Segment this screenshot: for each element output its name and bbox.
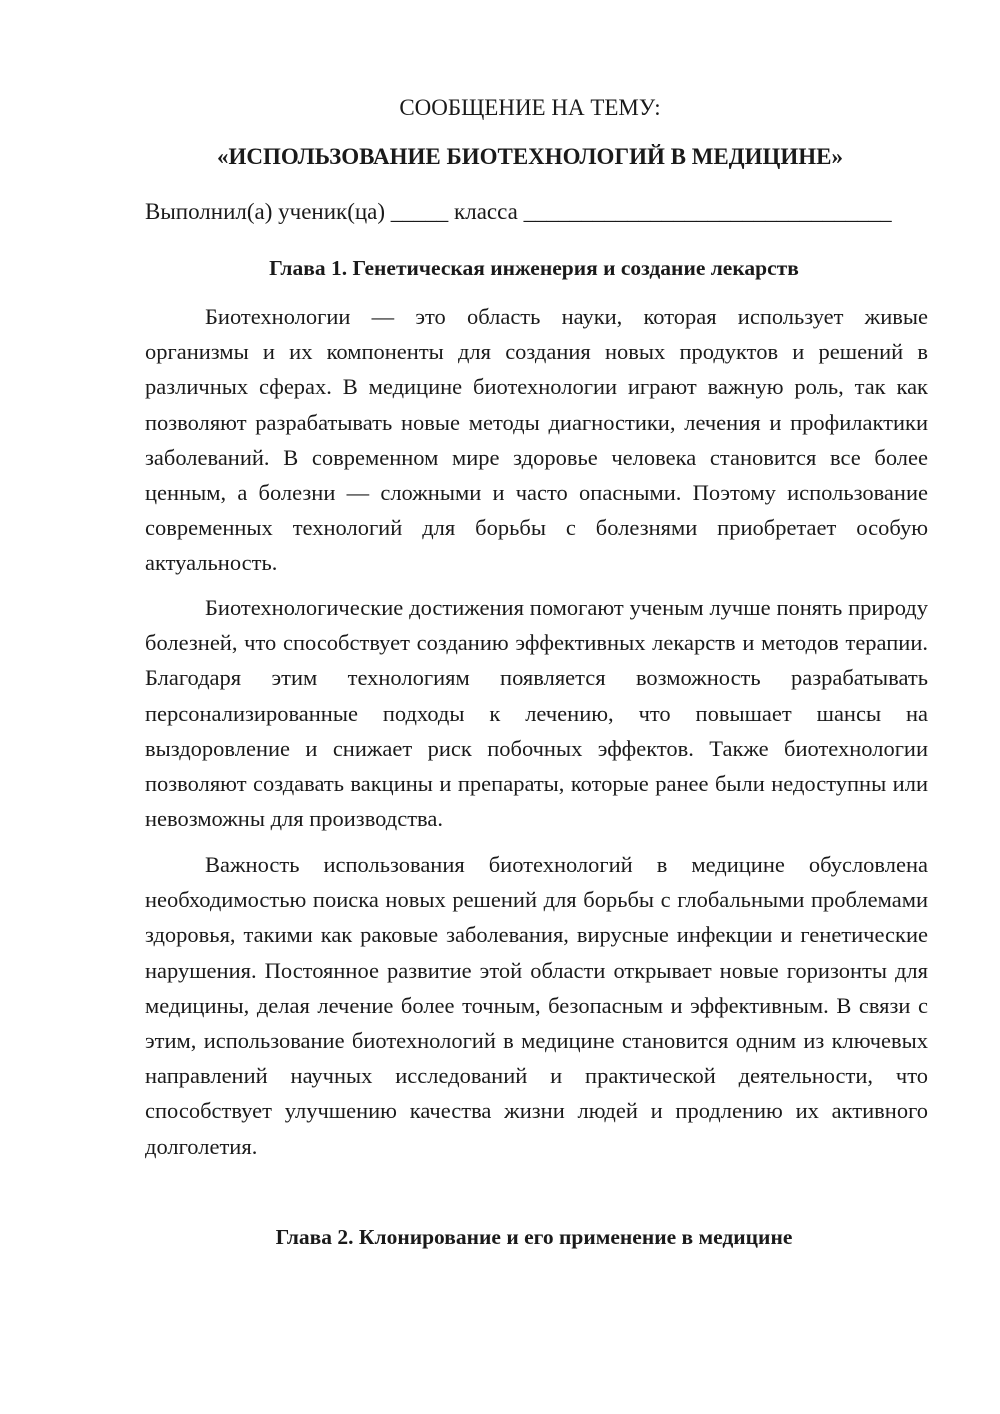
- paragraph-1: Биотехнологии — это область науки, которая использует живые организмы и их компоненты для создания новых продуктов и решений в различных сферах. В медицине биотехнологии играют важную роль, так как позволяют разрабатывать новые методы диагностики, лечения и профилактики заболеваний. В современном мире здоровье человека становится все более ценным, а болезни — сложными и часто опасными. Поэтому использование современных технологий для борьбы с болезнями приобретает особую актуальность.: [145, 304, 928, 576]
- document-title-line1: СООБЩЕНИЕ НА ТЕМУ:: [399, 95, 661, 120]
- paragraph-2: Биотехнологические достижения помогают ученым лучше понять природу болезней, что способствует созданию эффективных лекарств и методов терапии. Благодаря этим технологиям появляется возможность разрабатывать персонализированные подходы к лечению, что повышает шансы на выздоровление и снижает риск побочных эффектов. Также биотехнологии позволяют создавать вакцины и препараты, которые ранее были недоступны или невозможны для производства.: [145, 595, 928, 832]
- chapter2-heading: Глава 2. Клонирование и его применение в медицине: [275, 1225, 793, 1249]
- author-line: Выполнил(а) ученик(ца) _____ класса ________________________________: [145, 199, 892, 224]
- paragraph-3: Важность использования биотехнологий в медицине обусловлена необходимостью поиска новых решений для борьбы с глобальными проблемами здоровья, такими как раковые заболевания, вирусные инфекции и генетические нарушения. Постоянное развитие этой области открывает новые горизонты для медицины, делая лечение более точным, безопасным и эффективным. В связи с этим, использование биотехнологий в медицине становится одним из ключевых направлений научных исследований и практической деятельности, что способствует улучшению качества жизни людей и продлению их активного долголетия.: [145, 852, 928, 1159]
- chapter1-heading: Глава 1. Генетическая инженерия и создание лекарств: [269, 256, 799, 280]
- document-title-line2: «ИСПОЛЬЗОВАНИЕ БИОТЕХНОЛОГИЙ В МЕДИЦИНЕ»: [217, 144, 843, 169]
